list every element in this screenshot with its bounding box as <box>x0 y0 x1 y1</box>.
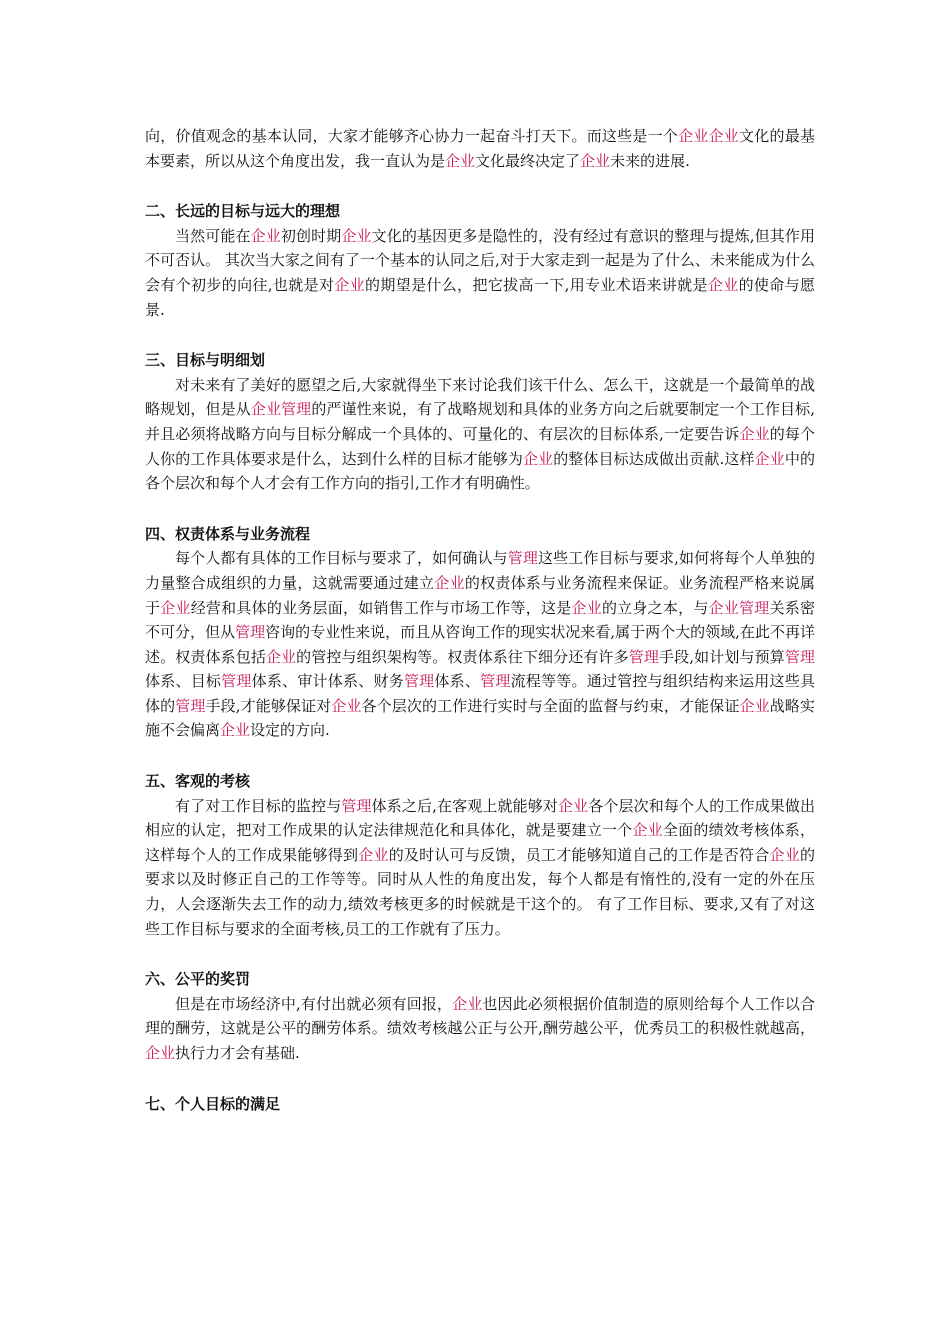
paragraph-text: 体系、 <box>434 672 481 691</box>
highlighted-keyword: 企业 <box>334 275 366 294</box>
paragraph-text: 各个层次的工作进行实时与全面的监督与约束，才能保证 <box>361 696 740 715</box>
highlighted-keyword: 企业 <box>445 151 476 170</box>
highlighted-keyword: 企业 <box>145 1044 176 1062</box>
paragraph-text: 向，价值观念的基本认同，大家才能够齐心协力一起奋斗打天下。而这些是一个 <box>145 127 679 145</box>
paragraph-text: 文化的基因更多是隐性的，没有经过有意识的整理与提炼,但其作用不可否认。 其次当大家之间有了一个基本的认同之后,对于大家走到一起是为了什么、未来能成为什么会有个初步的向往,也就是对 <box>145 226 815 294</box>
paragraph-text: 流程等等。通过管控与组织结构来运用这些具体的 <box>145 672 815 715</box>
section-heading: 六、公平的奖罚 <box>145 970 251 989</box>
highlighted-keyword: 企业 <box>522 449 554 468</box>
highlighted-keyword: 管理 <box>784 647 815 666</box>
section-spacer <box>145 941 815 967</box>
highlighted-keyword: 企业管理 <box>250 400 312 419</box>
highlighted-keyword: 企业 <box>220 721 251 740</box>
section-spacer <box>145 1066 815 1092</box>
paragraph-text: 中的各个层次和每个人才会有工作方向的指引,工作才有明确性。 <box>145 449 815 493</box>
highlighted-keyword: 企业 <box>739 424 770 443</box>
highlighted-keyword: 企业 <box>754 449 785 468</box>
paragraph-text: 设定的方向. <box>250 721 330 740</box>
paragraph-text: 文化的最基本要素，所以从这个角度出发，我一直认为是 <box>145 127 815 170</box>
paragraph-text: 各个层次和每个人的工作成果做出相应的认定，把对工作成果的认定法律规范化和具体化，就是要建立一个 <box>145 796 815 840</box>
highlighted-keyword: 企业管理 <box>708 598 770 617</box>
highlighted-keyword: 企业 <box>707 275 739 294</box>
paragraph-text: 的管控与组织架构等。权责体系往下细分还有许多 <box>296 647 629 666</box>
highlighted-keyword: 企业 <box>739 696 770 715</box>
body-paragraph <box>145 224 815 322</box>
paragraph-text: 咨询的专业性来说，而且从咨询工作的现实状况来看,属于两个大的领域,在此不再详述。权责体系包括 <box>145 623 815 666</box>
paragraph-text: 每个人都有具体的工作目标与要求了，如何确认与 <box>175 549 508 568</box>
highlighted-keyword: 管理 <box>403 672 435 691</box>
paragraph-text: 手段,才能够保证对 <box>205 696 332 715</box>
highlighted-keyword: 企业 <box>452 994 483 1013</box>
paragraph-text: 的及时认可与反馈，员工才能够知道自己的工作是否符合 <box>388 845 770 864</box>
highlighted-keyword: 管理 <box>175 696 206 715</box>
highlighted-keyword: 企业 <box>580 151 611 170</box>
paragraph-text: 文化最终决定了 <box>475 151 581 170</box>
paragraph-text: 体系、目标 <box>145 672 222 691</box>
paragraph-text: 当然可能在 <box>175 226 251 245</box>
paragraph-text: 的期望是什么，把它拔高一下,用专业术语来讲就是 <box>365 275 708 294</box>
highlighted-keyword: 管理 <box>341 796 372 815</box>
highlighted-keyword: 企业 <box>769 845 800 864</box>
paragraph-text: 的使命与愿景. <box>145 275 815 319</box>
section-spacer <box>145 173 815 199</box>
paragraph-text: 经营和具体的业务层面，如销售工作与市场工作等，这是 <box>190 598 572 617</box>
paragraph-text: 手段,如计划与预算 <box>658 647 785 666</box>
highlighted-keyword: 管理 <box>480 672 511 691</box>
body-paragraph <box>145 373 815 496</box>
body-paragraph <box>145 992 815 1066</box>
highlighted-keyword: 企业 <box>250 226 281 245</box>
paragraph-text: 这些工作目标与要求,如何将每个人单独的力量整合成组织的力量，这就需要通过建立 <box>145 549 815 592</box>
highlighted-keyword: 管理 <box>221 672 252 691</box>
section-spacer <box>145 496 815 522</box>
paragraph-text: 的权责体系与业务流程来保证。业务流程严格来说属于 <box>145 573 815 617</box>
document-page <box>145 124 815 1116</box>
paragraph-text: 的整体目标达成做出贡献.这样 <box>553 449 755 468</box>
section-spacer <box>145 322 815 348</box>
body-paragraph <box>145 794 815 942</box>
section-heading: 四、权责体系与业务流程 <box>145 524 311 543</box>
section-heading: 七、个人目标的满足 <box>145 1094 281 1113</box>
paragraph-text: 体系之后,在客观上就能够对 <box>371 796 558 815</box>
paragraph-text: 体系、审计体系、财务 <box>251 672 404 691</box>
paragraph-text: 但是在市场经济中,有付出就必须有回报， <box>175 994 453 1013</box>
section-heading: 五、客观的考核 <box>145 772 251 791</box>
highlighted-keyword: 管理 <box>507 549 538 568</box>
paragraph-text: 执行力才会有基础. <box>175 1044 300 1062</box>
highlighted-keyword: 企业 <box>331 696 362 715</box>
highlighted-keyword: 企业 <box>678 127 709 145</box>
paragraph-text: 关系密不可分，但从 <box>145 598 815 642</box>
highlighted-keyword: 企业 <box>434 573 465 592</box>
paragraph-text: 战略实施不会偏离 <box>145 696 815 740</box>
paragraph-text: 的立身之本，与 <box>601 598 709 617</box>
paragraph-text: 对未来有了美好的愿望之后,大家就得坐下来讨论我们该干什么、怎么干，这就是一个最简单的战略规划，但是从 <box>145 375 815 419</box>
highlighted-keyword: 企业 <box>160 598 191 617</box>
section-heading: 二、长远的目标与远大的理想 <box>145 202 341 221</box>
highlighted-keyword: 企业 <box>341 226 372 245</box>
highlighted-keyword: 企业 <box>358 845 389 864</box>
paragraph-text: 全面的绩效考核体系，这样每个人的工作成果能够得到 <box>145 821 815 864</box>
paragraph-text: 的每个人你的工作具体要求是什么，达到什么样的目标才能够为 <box>145 424 815 468</box>
section-heading: 三、目标与明细划 <box>145 351 266 370</box>
paragraph-text: 初创时期 <box>280 226 342 245</box>
paragraph-text: 有了对工作目标的监控与 <box>175 796 342 815</box>
highlighted-keyword: 企业 <box>708 127 740 145</box>
highlighted-keyword: 企业 <box>571 598 602 617</box>
highlighted-keyword: 企业 <box>632 821 663 840</box>
body-paragraph <box>145 124 815 173</box>
paragraph-text: 的要求以及时修正自己的工作等等。同时从人性的角度出发，每个人都是有惰性的,没有一定的外在压力，人会逐渐失去工作的动力,绩效考核更多的时候就是干这个的。 有了工作目标、要求,又有了对这些工作目标与要求的全面考核,员工的工作就有了压力。 <box>145 845 815 938</box>
paragraph-text: 未来的进展. <box>610 151 690 170</box>
paragraph-text: 的严谨性来说，有了战略规划和具体的业务方向之后就要制定一个工作目标,并且必须将战略方向与目标分解成一个具体的、可量化的、有层次的目标体系,一定要告诉 <box>145 400 815 443</box>
highlighted-keyword: 企业 <box>557 796 589 815</box>
highlighted-keyword: 企业 <box>265 647 297 666</box>
section-spacer <box>145 743 815 769</box>
highlighted-keyword: 管理 <box>628 647 659 666</box>
body-paragraph <box>145 546 815 743</box>
highlighted-keyword: 管理 <box>235 623 266 642</box>
paragraph-text: 也因此必须根据价值制造的原则给每个人工作以合理的酬劳，这就是公平的酬劳体系。绩效考核越公正与公开,酬劳越公平，优秀员工的积极性就越高， <box>145 994 815 1038</box>
